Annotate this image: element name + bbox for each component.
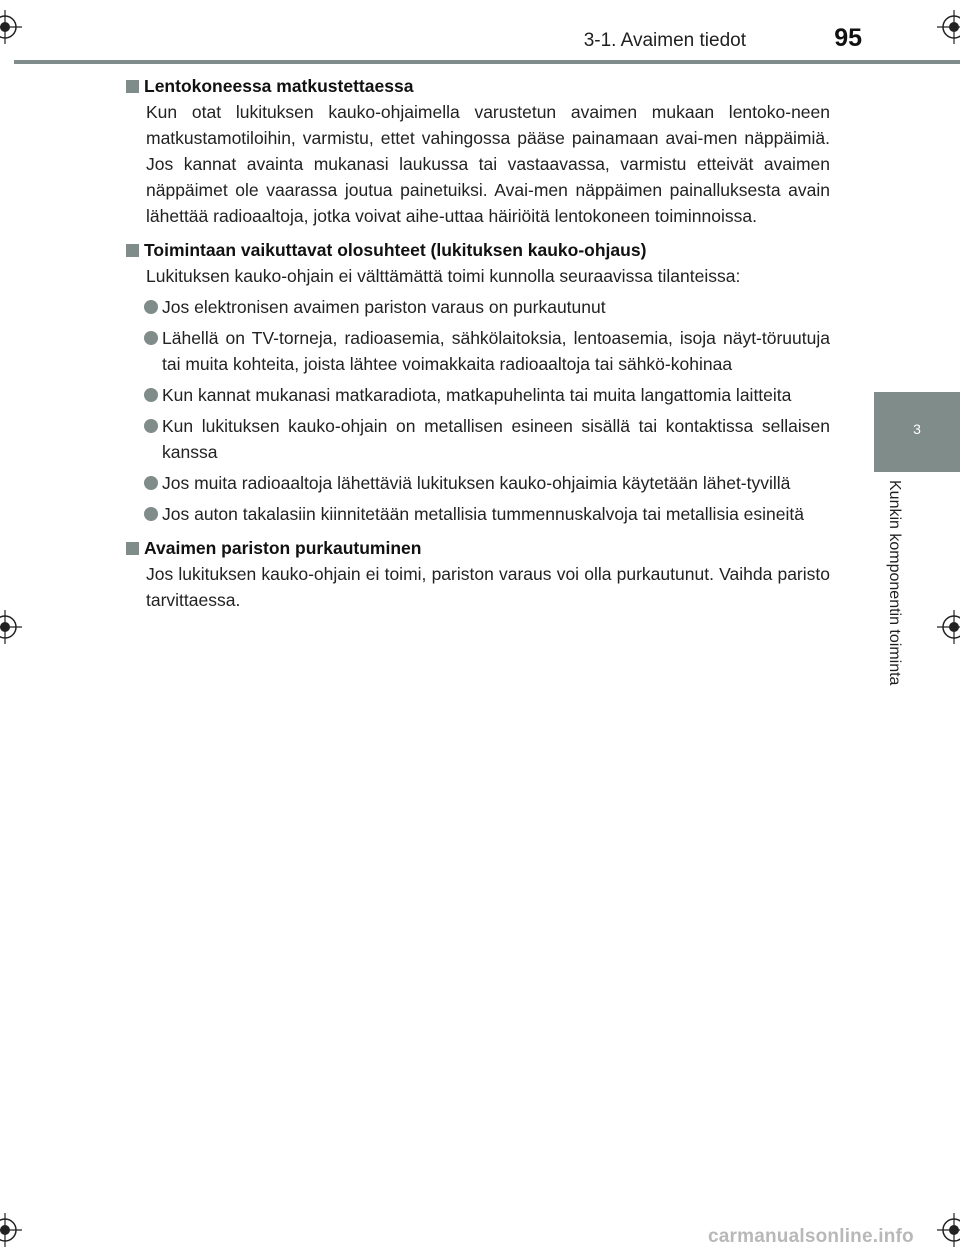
chapter-number: 3 [913,421,921,437]
circle-bullet-icon [144,388,158,402]
section-title: 3-1. Avaimen tiedot [583,30,746,51]
section-airplane [124,73,830,229]
section-battery [124,535,830,613]
square-bullet-icon [126,542,139,555]
section-conditions [124,237,830,527]
registration-mark-icon [0,610,22,644]
registration-mark-icon [0,1213,22,1247]
circle-bullet-icon [144,300,158,314]
list-item: Jos elektronisen avaimen pariston varaus on purkautunut [124,294,830,320]
chapter-tab [874,392,960,472]
header-rule [14,60,960,64]
section-heading: Toimintaan vaikuttavat olosuhteet (lukituksen kauko-ohjaus) [124,237,830,263]
circle-bullet-icon [144,507,158,521]
list-item: Kun lukituksen kauko-ohjain on metallisen esineen sisällä tai kontaktissa sellaisen kanssa [124,413,830,465]
list-item: Jos muita radioaaltoja lähettäviä lukituksen kauko-ohjaimia käytetään lähet-tyvillä [124,470,830,496]
square-bullet-icon [126,80,139,93]
condition-list [124,294,830,527]
list-item: Jos auton takalasiin kiinnitetään metallisia tummennuskalvoja tai metallisia esineitä [124,501,830,527]
section-paragraph: Kun otat lukituksen kauko-ohjaimella varustetun avaimen mukaan lentoko-neen matkustamotiloihin, varmistu, ettet vahingossa pääse painamaan avai-men näppäimiä. Jos kannat avainta mukanasi laukussa tai vastaavassa, varmistu etteivät avaimen näppäimet ole vaarassa joutua painetuiksi. Avai-men näppäimen painalluksesta avain lähettää radioaaltoja, jotka voivat aihe-uttaa häiriöitä lentokoneen toiminnoissa. [146,102,830,226]
page-number: 95 [834,24,862,52]
registration-mark-icon [937,610,960,644]
section-paragraph: Lukituksen kauko-ohjain ei välttämättä toimi kunnolla seuraavissa tilanteissa: [146,266,741,286]
chapter-title: Kunkin komponentin toiminta [886,480,903,686]
circle-bullet-icon [144,331,158,345]
page-content [124,73,830,617]
list-item: Kun kannat mukanasi matkaradiota, matkapuhelinta tai muita langattomia laitteita [124,382,830,408]
watermark: carmanualsonline.info [708,1226,914,1247]
list-item: Lähellä on TV-torneja, radioasemia, sähkölaitoksia, lentoasemia, isoja näyt-töruutuja tai muita kohteita, joista lähtee voimakkaita radioaaltoja tai sähkö-kohinaa [124,325,830,377]
circle-bullet-icon [144,476,158,490]
section-heading: Lentokoneessa matkustettaessa [124,73,830,99]
registration-mark-icon [937,10,960,44]
registration-mark-icon [0,10,22,44]
circle-bullet-icon [144,419,158,433]
square-bullet-icon [126,244,139,257]
section-heading: Avaimen pariston purkautuminen [124,535,830,561]
section-paragraph: Jos lukituksen kauko-ohjain ei toimi, pariston varaus voi olla purkautunut. Vaihda paristo tarvittaessa. [146,564,830,610]
